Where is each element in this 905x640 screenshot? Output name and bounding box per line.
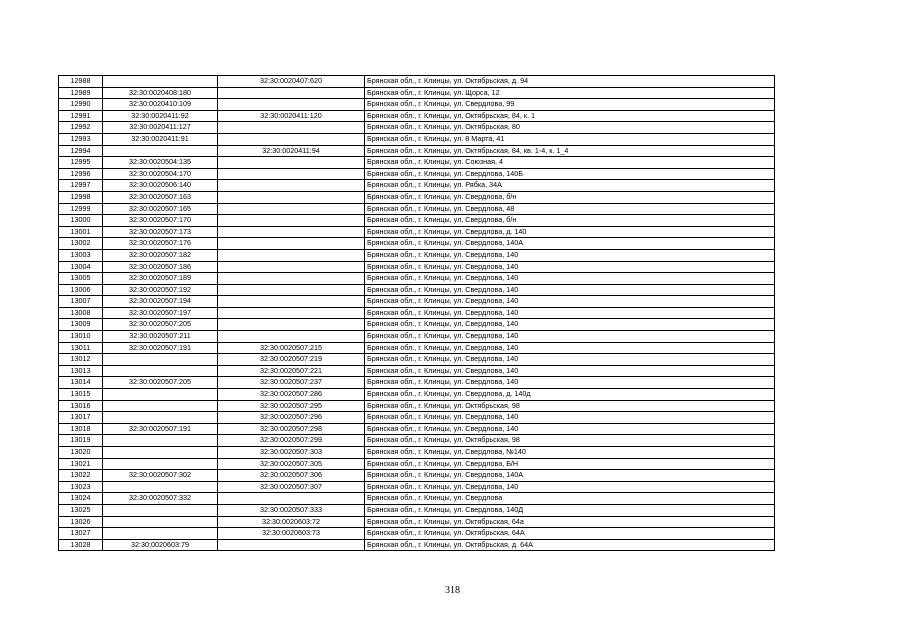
row-number-cell: 12990 (59, 99, 103, 111)
building-cadastral-number-cell: 32:30:0020507:306 (218, 470, 365, 482)
cadastral-number-cell: 32:30:0020507:191 (103, 423, 218, 435)
row-number-cell: 12991 (59, 110, 103, 122)
row-number-cell: 12999 (59, 203, 103, 215)
table-row (59, 273, 775, 285)
cadastral-number-cell: 32:30:0020507:197 (103, 307, 218, 319)
row-number-cell: 12988 (59, 76, 103, 88)
cadastral-number-cell (103, 504, 218, 516)
cadastral-number-cell: 32:30:0020507:191 (103, 342, 218, 354)
row-number-cell: 12994 (59, 145, 103, 157)
address-cell: Брянская обл., г. Клинцы, ул. Октябрьская, 84, кв. 1-4, к. 1_4 (365, 145, 775, 157)
cadastral-number-cell: 32:30:0020507:211 (103, 331, 218, 343)
address-cell: Брянская обл., г. Клинцы, ул. Свердлова, 140 (365, 307, 775, 319)
address-cell: Брянская обл., г. Клинцы, ул. Свердлова, 140 (365, 261, 775, 273)
address-cell: Брянская обл., г. Клинцы, ул. Свердлова, 140А (365, 470, 775, 482)
address-cell: Брянская обл., г. Клинцы, ул. Октябрьская, 98 (365, 400, 775, 412)
building-cadastral-number-cell: 32:30:0020507:215 (218, 342, 365, 354)
table-row (59, 296, 775, 308)
building-cadastral-number-cell: 32:30:0020603:73 (218, 528, 365, 540)
row-number-cell: 13004 (59, 261, 103, 273)
cadastral-number-cell (103, 389, 218, 401)
building-cadastral-number-cell (218, 296, 365, 308)
table-row (59, 389, 775, 401)
address-cell: Брянская обл., г. Клинцы, ул. Свердлова, 140 (365, 331, 775, 343)
building-cadastral-number-cell: 32:30:0020507:298 (218, 423, 365, 435)
table-row (59, 435, 775, 447)
building-cadastral-number-cell: 32:30:0020411:94 (218, 145, 365, 157)
table-row (59, 481, 775, 493)
cadastral-number-cell (103, 365, 218, 377)
building-cadastral-number-cell (218, 539, 365, 551)
building-cadastral-number-cell: 32:30:0020507:219 (218, 354, 365, 366)
cadastral-number-cell: 32:30:0020507:194 (103, 296, 218, 308)
table-row (59, 145, 775, 157)
table-row (59, 400, 775, 412)
cadastral-number-cell (103, 481, 218, 493)
cadastral-number-cell: 32:30:0020507:163 (103, 191, 218, 203)
row-number-cell: 13025 (59, 504, 103, 516)
table-row (59, 504, 775, 516)
building-cadastral-number-cell (218, 168, 365, 180)
row-number-cell: 12992 (59, 122, 103, 134)
address-cell: Брянская обл., г. Клинцы, ул. Свердлова, 140 (365, 342, 775, 354)
row-number-cell: 13027 (59, 528, 103, 540)
address-cell: Брянская обл., г. Клинцы, ул. Союзная, 4 (365, 157, 775, 169)
address-cell: Брянская обл., г. Клинцы, ул. Свердлова, 48 (365, 203, 775, 215)
cadastral-number-cell: 32:30:0020411:91 (103, 133, 218, 145)
table-row (59, 354, 775, 366)
address-cell: Брянская обл., г. Клинцы, ул. Рябка, 34А (365, 180, 775, 192)
table-row (59, 168, 775, 180)
row-number-cell: 13019 (59, 435, 103, 447)
address-cell: Брянская обл., г. Клинцы, ул. 8 Марта, 41 (365, 133, 775, 145)
address-cell: Брянская обл., г. Клинцы, ул. Свердлова, 140 (365, 365, 775, 377)
address-cell: Брянская обл., г. Клинцы, ул. Свердлова, №140 (365, 447, 775, 459)
row-number-cell: 13000 (59, 215, 103, 227)
cadastral-number-cell: 32:30:0020411:127 (103, 122, 218, 134)
table-row (59, 226, 775, 238)
address-cell: Брянская обл., г. Клинцы, ул. Свердлова, Б/Н (365, 458, 775, 470)
table-row (59, 331, 775, 343)
address-cell: Брянская обл., г. Клинцы, ул. Октябрьская, 80 (365, 122, 775, 134)
row-number-cell: 13008 (59, 307, 103, 319)
address-cell: Брянская обл., г. Клинцы, ул. Свердлова, 140 (365, 412, 775, 424)
row-number-cell: 13003 (59, 249, 103, 261)
page-number: 318 (445, 585, 460, 596)
address-cell: Брянская обл., г. Клинцы, ул. Свердлова, б/н (365, 215, 775, 227)
building-cadastral-number-cell: 32:30:0020507:333 (218, 504, 365, 516)
row-number-cell: 13002 (59, 238, 103, 250)
cadastral-number-cell (103, 458, 218, 470)
cadastral-number-cell: 32:30:0020504:170 (103, 168, 218, 180)
address-cell: Брянская обл., г. Клинцы, ул. Октябрьская, 64А (365, 528, 775, 540)
building-cadastral-number-cell (218, 226, 365, 238)
cadastral-number-cell (103, 447, 218, 459)
building-cadastral-number-cell: 32:30:0020507:237 (218, 377, 365, 389)
row-number-cell: 12993 (59, 133, 103, 145)
row-number-cell: 13021 (59, 458, 103, 470)
address-cell: Брянская обл., г. Клинцы, ул. Свердлова, 140 (365, 377, 775, 389)
building-cadastral-number-cell: 32:30:0020407:620 (218, 76, 365, 88)
table-row (59, 528, 775, 540)
cadastral-number-cell: 32:30:0020507:205 (103, 319, 218, 331)
building-cadastral-number-cell (218, 87, 365, 99)
table-row (59, 307, 775, 319)
cadastral-number-cell: 32:30:0020507:332 (103, 493, 218, 505)
table-row (59, 319, 775, 331)
table-row (59, 110, 775, 122)
cadastral-number-cell (103, 145, 218, 157)
row-number-cell: 13009 (59, 319, 103, 331)
address-cell: Брянская обл., г. Клинцы, ул. Свердлова, 140Б (365, 168, 775, 180)
row-number-cell: 13017 (59, 412, 103, 424)
cadastral-number-cell: 32:30:0020507:182 (103, 249, 218, 261)
row-number-cell: 13001 (59, 226, 103, 238)
row-number-cell: 13022 (59, 470, 103, 482)
address-cell: Брянская обл., г. Клинцы, ул. Свердлова, 99 (365, 99, 775, 111)
cadastral-number-cell: 32:30:0020507:176 (103, 238, 218, 250)
address-cell: Брянская обл., г. Клинцы, ул. Свердлова, 140 (365, 423, 775, 435)
cadastral-number-cell: 32:30:0020507:192 (103, 284, 218, 296)
table-row (59, 122, 775, 134)
building-cadastral-number-cell (218, 493, 365, 505)
table-row (59, 249, 775, 261)
building-cadastral-number-cell (218, 203, 365, 215)
row-number-cell: 12996 (59, 168, 103, 180)
row-number-cell: 13020 (59, 447, 103, 459)
cadastral-number-cell: 32:30:0020411:92 (103, 110, 218, 122)
address-cell: Брянская обл., г. Клинцы, ул. Октябрьская, 98 (365, 435, 775, 447)
building-cadastral-number-cell: 32:30:0020507:286 (218, 389, 365, 401)
property-table-body (59, 76, 775, 551)
row-number-cell: 13028 (59, 539, 103, 551)
table-row (59, 423, 775, 435)
row-number-cell: 13026 (59, 516, 103, 528)
row-number-cell: 13006 (59, 284, 103, 296)
table-row (59, 203, 775, 215)
cadastral-number-cell (103, 412, 218, 424)
address-cell: Брянская обл., г. Клинцы, ул. Октябрьская, д. 64А (365, 539, 775, 551)
row-number-cell: 13016 (59, 400, 103, 412)
cadastral-number-cell: 32:30:0020408:180 (103, 87, 218, 99)
building-cadastral-number-cell: 32:30:0020507:299 (218, 435, 365, 447)
row-number-cell: 13015 (59, 389, 103, 401)
cadastral-number-cell: 32:30:0020410:109 (103, 99, 218, 111)
row-number-cell: 12989 (59, 87, 103, 99)
address-cell: Брянская обл., г. Клинцы, ул. Свердлова, д. 140д (365, 389, 775, 401)
table-row (59, 516, 775, 528)
building-cadastral-number-cell (218, 180, 365, 192)
table-row (59, 342, 775, 354)
address-cell: Брянская обл., г. Клинцы, ул. Свердлова, 140 (365, 481, 775, 493)
row-number-cell: 12998 (59, 191, 103, 203)
address-cell: Брянская обл., г. Клинцы, ул. Свердлова, 140 (365, 296, 775, 308)
row-number-cell: 12997 (59, 180, 103, 192)
table-row (59, 133, 775, 145)
table-row (59, 180, 775, 192)
table-row (59, 493, 775, 505)
cadastral-number-cell: 32:30:0020507:170 (103, 215, 218, 227)
table-row (59, 284, 775, 296)
building-cadastral-number-cell (218, 261, 365, 273)
address-cell: Брянская обл., г. Клинцы, ул. Свердлова, 140 (365, 249, 775, 261)
cadastral-number-cell: 32:30:0020507:186 (103, 261, 218, 273)
table-row (59, 458, 775, 470)
table-row (59, 365, 775, 377)
cadastral-number-cell: 32:30:0020603:79 (103, 539, 218, 551)
row-number-cell: 13023 (59, 481, 103, 493)
address-cell: Брянская обл., г. Клинцы, ул. Октябрьская, д. 94 (365, 76, 775, 88)
building-cadastral-number-cell (218, 191, 365, 203)
building-cadastral-number-cell (218, 319, 365, 331)
building-cadastral-number-cell: 32:30:0020603:72 (218, 516, 365, 528)
building-cadastral-number-cell: 32:30:0020507:296 (218, 412, 365, 424)
row-number-cell: 13012 (59, 354, 103, 366)
building-cadastral-number-cell: 32:30:0020411:120 (218, 110, 365, 122)
cadastral-number-cell: 32:30:0020504:135 (103, 157, 218, 169)
address-cell: Брянская обл., г. Клинцы, ул. Октябрьская, 84, к. 1 (365, 110, 775, 122)
cadastral-number-cell (103, 400, 218, 412)
table-row (59, 191, 775, 203)
row-number-cell: 13007 (59, 296, 103, 308)
table-row (59, 76, 775, 88)
cadastral-number-cell (103, 528, 218, 540)
address-cell: Брянская обл., г. Клинцы, ул. Свердлова, 140А (365, 238, 775, 250)
table-row (59, 157, 775, 169)
address-cell: Брянская обл., г. Клинцы, ул. Свердлова (365, 493, 775, 505)
building-cadastral-number-cell (218, 122, 365, 134)
row-number-cell: 13014 (59, 377, 103, 389)
cadastral-number-cell (103, 435, 218, 447)
table-row (59, 539, 775, 551)
cadastral-number-cell: 32:30:0020507:189 (103, 273, 218, 285)
building-cadastral-number-cell (218, 273, 365, 285)
row-number-cell: 13005 (59, 273, 103, 285)
row-number-cell: 13013 (59, 365, 103, 377)
building-cadastral-number-cell (218, 133, 365, 145)
building-cadastral-number-cell (218, 249, 365, 261)
row-number-cell: 13011 (59, 342, 103, 354)
address-cell: Брянская обл., г. Клинцы, ул. Свердлова, 140 (365, 319, 775, 331)
row-number-cell: 12995 (59, 157, 103, 169)
building-cadastral-number-cell: 32:30:0020507:303 (218, 447, 365, 459)
row-number-cell: 13024 (59, 493, 103, 505)
building-cadastral-number-cell: 32:30:0020507:305 (218, 458, 365, 470)
table-row (59, 377, 775, 389)
cadastral-number-cell: 32:30:0020507:165 (103, 203, 218, 215)
cadastral-number-cell: 32:30:0020507:173 (103, 226, 218, 238)
cadastral-number-cell: 32:30:0020507:302 (103, 470, 218, 482)
row-number-cell: 13018 (59, 423, 103, 435)
address-cell: Брянская обл., г. Клинцы, ул. Свердлова, д. 140 (365, 226, 775, 238)
table-row (59, 447, 775, 459)
address-cell: Брянская обл., г. Клинцы, ул. Свердлова, б/н (365, 191, 775, 203)
building-cadastral-number-cell (218, 157, 365, 169)
building-cadastral-number-cell (218, 238, 365, 250)
address-cell: Брянская обл., г. Клинцы, ул. Щорса, 12 (365, 87, 775, 99)
table-row (59, 99, 775, 111)
property-table (58, 75, 775, 551)
cadastral-number-cell: 32:30:0020507:205 (103, 377, 218, 389)
building-cadastral-number-cell: 32:30:0020507:295 (218, 400, 365, 412)
building-cadastral-number-cell (218, 284, 365, 296)
building-cadastral-number-cell (218, 215, 365, 227)
table-row (59, 412, 775, 424)
table-row (59, 261, 775, 273)
table-row (59, 87, 775, 99)
address-cell: Брянская обл., г. Клинцы, ул. Свердлова, 140 (365, 273, 775, 285)
address-cell: Брянская обл., г. Клинцы, ул. Свердлова, 140Д (365, 504, 775, 516)
cadastral-number-cell: 32:30:0020506:140 (103, 180, 218, 192)
table-row (59, 215, 775, 227)
address-cell: Брянская обл., г. Клинцы, ул. Свердлова, 140 (365, 354, 775, 366)
building-cadastral-number-cell (218, 331, 365, 343)
building-cadastral-number-cell (218, 307, 365, 319)
table-row (59, 470, 775, 482)
building-cadastral-number-cell: 32:30:0020507:307 (218, 481, 365, 493)
cadastral-number-cell (103, 76, 218, 88)
cadastral-number-cell (103, 516, 218, 528)
cadastral-number-cell (103, 354, 218, 366)
address-cell: Брянская обл., г. Клинцы, ул. Свердлова, 140 (365, 284, 775, 296)
address-cell: Брянская обл., г. Клинцы, ул. Октябрьская, 64а (365, 516, 775, 528)
building-cadastral-number-cell (218, 99, 365, 111)
row-number-cell: 13010 (59, 331, 103, 343)
building-cadastral-number-cell: 32:30:0020507:221 (218, 365, 365, 377)
table-row (59, 238, 775, 250)
